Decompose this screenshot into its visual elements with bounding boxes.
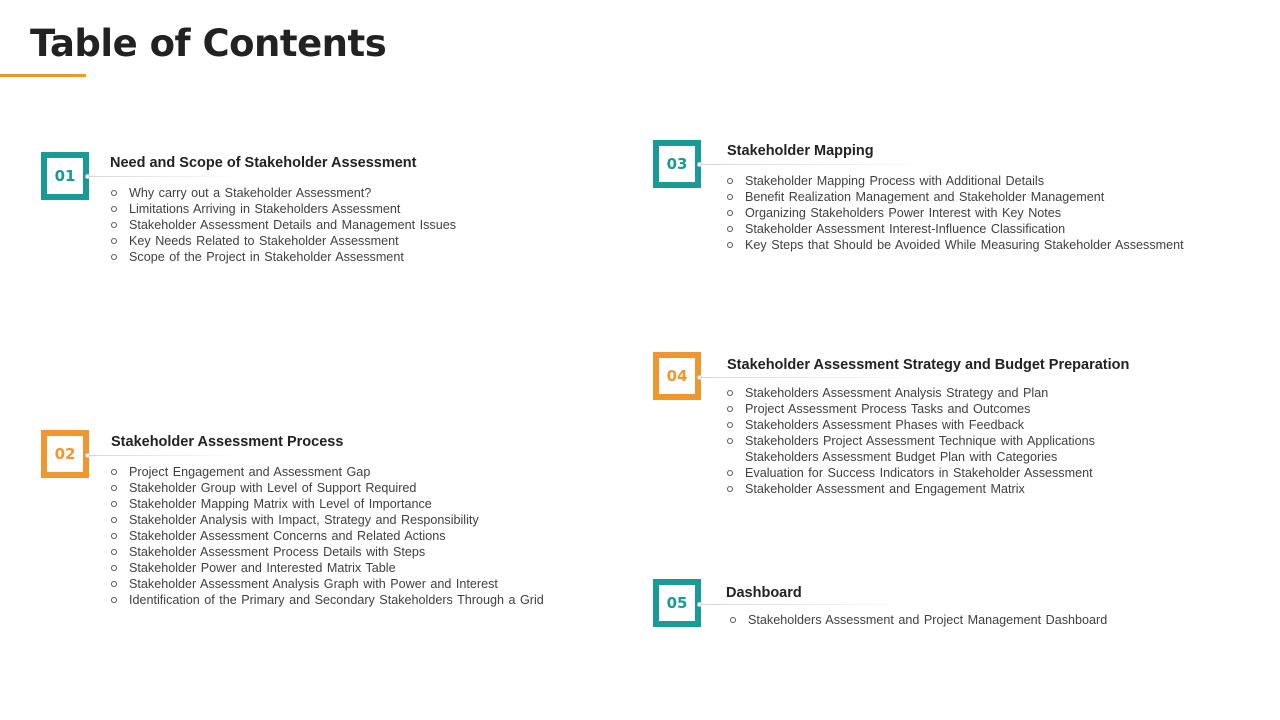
bullet-icon — [111, 549, 117, 555]
bullet-icon — [727, 390, 733, 396]
section-number-box — [653, 579, 701, 627]
bullet-icon — [727, 210, 733, 216]
list-item[interactable] — [727, 205, 1184, 221]
section-title[interactable]: Stakeholder Mapping — [727, 143, 874, 159]
bullet-icon — [111, 581, 117, 587]
section-items — [727, 385, 1095, 497]
list-item-label: Project Assessment Process Tasks and Outcomes — [745, 402, 1031, 416]
section-number-box — [41, 152, 89, 200]
list-item[interactable] — [727, 433, 1095, 449]
section-number: 02 — [54, 445, 76, 463]
connector-line — [89, 455, 239, 456]
list-item-label: Stakeholder Assessment Concerns and Related Actions — [129, 529, 446, 543]
list-item-label: Stakeholder Mapping Matrix with Level of Importance — [129, 497, 432, 511]
list-item[interactable] — [111, 464, 544, 480]
bullet-icon — [727, 194, 733, 200]
bullet-icon — [111, 517, 117, 523]
connector-line — [89, 176, 239, 177]
bullet-icon — [111, 469, 117, 475]
bullet-icon — [111, 238, 117, 244]
list-item[interactable] — [727, 237, 1184, 253]
section-title[interactable]: Need and Scope of Stakeholder Assessment — [110, 155, 417, 171]
list-item[interactable] — [727, 417, 1095, 433]
list-item-label: Why carry out a Stakeholder Assessment? — [129, 186, 372, 200]
list-item[interactable] — [111, 592, 544, 608]
section-items — [111, 464, 544, 608]
bullet-icon — [730, 617, 736, 623]
bullet-icon — [727, 226, 733, 232]
section-number-box — [653, 352, 701, 400]
list-item-label: Scope of the Project in Stakeholder Assessment — [129, 250, 404, 264]
list-item[interactable] — [111, 544, 544, 560]
list-item[interactable] — [111, 185, 456, 201]
section-number: 01 — [54, 167, 76, 185]
list-item[interactable] — [111, 217, 456, 233]
list-item-label: Stakeholder Group with Level of Support Required — [129, 481, 417, 495]
bullet-icon — [111, 222, 117, 228]
section-title[interactable]: Stakeholder Assessment Strategy and Budget Preparation — [727, 357, 1130, 373]
list-item-label: Organizing Stakeholders Power Interest with Key Notes — [745, 206, 1062, 220]
list-item[interactable] — [111, 201, 456, 217]
bullet-icon — [727, 438, 733, 444]
section-number: 05 — [666, 594, 688, 612]
section-items — [730, 612, 1107, 628]
list-item[interactable] — [111, 528, 544, 544]
list-item-label: Identification of the Primary and Secondary Stakeholders Through a Grid — [129, 593, 544, 607]
section-items — [727, 173, 1184, 253]
connector-dot — [85, 174, 90, 179]
list-item-label: Evaluation for Success Indicators in Stakeholder Assessment — [745, 466, 1093, 480]
list-item[interactable] — [111, 576, 544, 592]
connector-line — [701, 604, 911, 605]
list-item[interactable] — [111, 512, 544, 528]
list-item-label: Stakeholder Analysis with Impact, Strategy and Responsibility — [129, 513, 479, 527]
list-item-label: Benefit Realization Management and Stakeholder Management — [745, 190, 1105, 204]
connector-dot — [697, 602, 702, 607]
list-item-label: Stakeholder Assessment Details and Management Issues — [129, 218, 457, 232]
list-item[interactable] — [727, 189, 1184, 205]
list-item-label: Stakeholder Assessment Analysis Graph with Power and Interest — [129, 577, 498, 591]
list-item[interactable] — [727, 481, 1095, 497]
connector-line — [701, 164, 931, 165]
title-underline — [0, 74, 86, 77]
list-item-label: Stakeholders Assessment and Project Management Dashboard — [748, 613, 1108, 627]
bullet-icon — [727, 178, 733, 184]
bullet-icon — [111, 597, 117, 603]
section-number-box — [41, 430, 89, 478]
list-item-label: Key Needs Related to Stakeholder Assessment — [129, 234, 399, 248]
list-item[interactable] — [111, 480, 544, 496]
list-item-label: Project Engagement and Assessment Gap — [129, 465, 371, 479]
list-item-label: Key Steps that Should be Avoided While Measuring Stakeholder Assessment — [745, 238, 1184, 252]
list-item-label: Stakeholders Project Assessment Technique with Applications — [745, 434, 1095, 448]
bullet-icon — [111, 565, 117, 571]
section-items — [111, 185, 456, 265]
list-item-label: Stakeholders Assessment Phases with Feedback — [745, 418, 1025, 432]
list-item-label: Limitations Arriving in Stakeholders Assessment — [129, 202, 401, 216]
list-item-label: Stakeholders Assessment Budget Plan with Categories — [745, 450, 1058, 464]
page-title: Table of Contents — [30, 22, 387, 65]
list-item[interactable] — [111, 233, 456, 249]
list-item[interactable] — [111, 560, 544, 576]
list-item[interactable] — [727, 173, 1184, 189]
bullet-icon — [727, 486, 733, 492]
list-item[interactable] — [111, 496, 544, 512]
section-number: 03 — [666, 155, 688, 173]
connector-dot — [697, 162, 702, 167]
list-item[interactable] — [727, 221, 1184, 237]
bullet-icon — [727, 406, 733, 412]
bullet-icon — [111, 485, 117, 491]
connector-dot — [697, 375, 702, 380]
section-number-box — [653, 140, 701, 188]
bullet-icon — [111, 501, 117, 507]
list-item-label: Stakeholder Assessment Process Details with Steps — [129, 545, 426, 559]
section-title[interactable]: Dashboard — [726, 585, 802, 601]
list-item[interactable] — [727, 449, 1095, 465]
list-item-label: Stakeholder Assessment and Engagement Matrix — [745, 482, 1025, 496]
bullet-icon — [111, 190, 117, 196]
list-item[interactable] — [111, 249, 456, 265]
connector-dot — [85, 453, 90, 458]
bullet-icon — [111, 533, 117, 539]
list-item[interactable] — [727, 385, 1095, 401]
connector-line — [701, 377, 931, 378]
list-item[interactable] — [727, 401, 1095, 417]
section-number: 04 — [666, 367, 688, 385]
section-title[interactable]: Stakeholder Assessment Process — [111, 434, 344, 450]
list-item[interactable] — [730, 612, 1107, 628]
list-item-label: Stakeholder Power and Interested Matrix Table — [129, 561, 396, 575]
bullet-icon — [727, 470, 733, 476]
list-item[interactable] — [727, 465, 1095, 481]
bullet-icon — [727, 242, 733, 248]
bullet-icon — [111, 206, 117, 212]
bullet-icon — [727, 422, 733, 428]
bullet-icon — [111, 254, 117, 260]
list-item-label: Stakeholder Mapping Process with Additional Details — [745, 174, 1045, 188]
list-item-label: Stakeholder Assessment Interest-Influence Classification — [745, 222, 1066, 236]
list-item-label: Stakeholders Assessment Analysis Strategy and Plan — [745, 386, 1049, 400]
